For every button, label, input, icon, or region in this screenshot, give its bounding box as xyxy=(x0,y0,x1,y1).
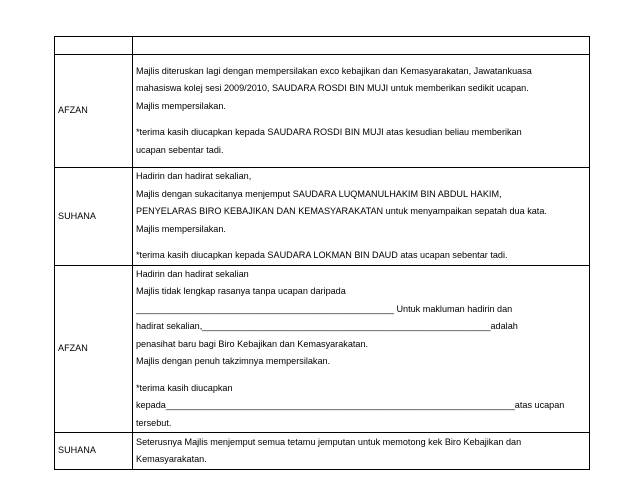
script-table xyxy=(54,36,590,470)
speech-cell xyxy=(133,265,590,433)
speech-line: Majlis dengan penuh takzimnya mempersilakan. xyxy=(136,356,331,366)
speech-line: Seterusnya Majlis menjemput semua tetamu jemputan untuk memotong kek Biro Kebajikan dan xyxy=(136,436,522,447)
speech-line: ___________________________________________________ Untuk makluman hadirin dan xyxy=(136,303,513,314)
speech-cell xyxy=(133,168,590,266)
speech-line: Hadirin dan hadirat sekalian, xyxy=(136,171,252,181)
speech-line: PENYELARAS BIRO KEBAJIKAN DAN KEMASYARAKATAN untuk menyampaikan sepatah dua kata. xyxy=(136,206,547,216)
paragraph-gap xyxy=(136,238,586,247)
speech-line: Majlis diteruskan lagi dengan mempersilakan exco kebajikan dan Kemasyarakatan, Jawatankuasa xyxy=(136,65,532,76)
paragraph-gap xyxy=(136,115,586,124)
speaker-cell: AFZAN xyxy=(55,55,133,168)
table-row xyxy=(55,168,590,266)
speech-line: Majlis tidak lengkap rasanya tanpa ucapan daripada xyxy=(136,286,346,296)
table-header-row xyxy=(55,37,590,55)
speech-cell xyxy=(133,55,590,168)
speech-line: Majlis mempersilakan. xyxy=(136,223,226,234)
speech-line: Hadirin dan hadirat sekalian xyxy=(136,268,249,279)
speaker-cell: AFZAN xyxy=(55,265,133,433)
speech-line: mahasiswa kolej sesi 2009/2010, SAUDARA ROSDI BIN MUJI untuk memberikan sedikit ucapan. xyxy=(136,83,529,94)
speech-line: Majlis dengan sukacitanya menjemput SAUDARA LUQMANULHAKIM BIN ABDUL HAKIM, xyxy=(136,188,502,199)
paragraph-gap xyxy=(136,371,586,380)
speech-line: penasihat baru bagi Biro Kebajikan dan Kemasyarakatan. xyxy=(136,338,369,349)
speaker-cell: SUHANA xyxy=(55,168,133,266)
speech-line: tersebut. xyxy=(136,417,172,428)
table-row xyxy=(55,55,590,168)
speaker-cell: SUHANA xyxy=(55,433,133,470)
speech-cell xyxy=(133,433,590,470)
speech-line: *terima kasih diucapkan kepada SAUDARA ROSDI BIN MUJI atas kesudian beliau memberikan xyxy=(136,127,522,138)
table-row xyxy=(55,265,590,433)
table-row xyxy=(55,433,590,470)
speech-line: *terima kasih diucapkan xyxy=(136,382,233,393)
header-cell-speaker xyxy=(55,37,133,55)
speech-line: ucapan sebentar tadi. xyxy=(136,144,224,155)
header-cell-speech xyxy=(133,37,590,55)
speech-line: Majlis mempersilakan. xyxy=(136,100,226,111)
speech-line: hadirat sekalian,_________________________________________________________adalah xyxy=(136,321,518,331)
speech-line: kepada_____________________________________________________________________atas ucapan xyxy=(136,400,565,410)
speech-line: Kemasyarakatan. xyxy=(136,454,207,464)
speech-line: *terima kasih diucapkan kepada SAUDARA LOKMAN BIN DAUD atas ucapan sebentar tadi. xyxy=(136,250,508,260)
